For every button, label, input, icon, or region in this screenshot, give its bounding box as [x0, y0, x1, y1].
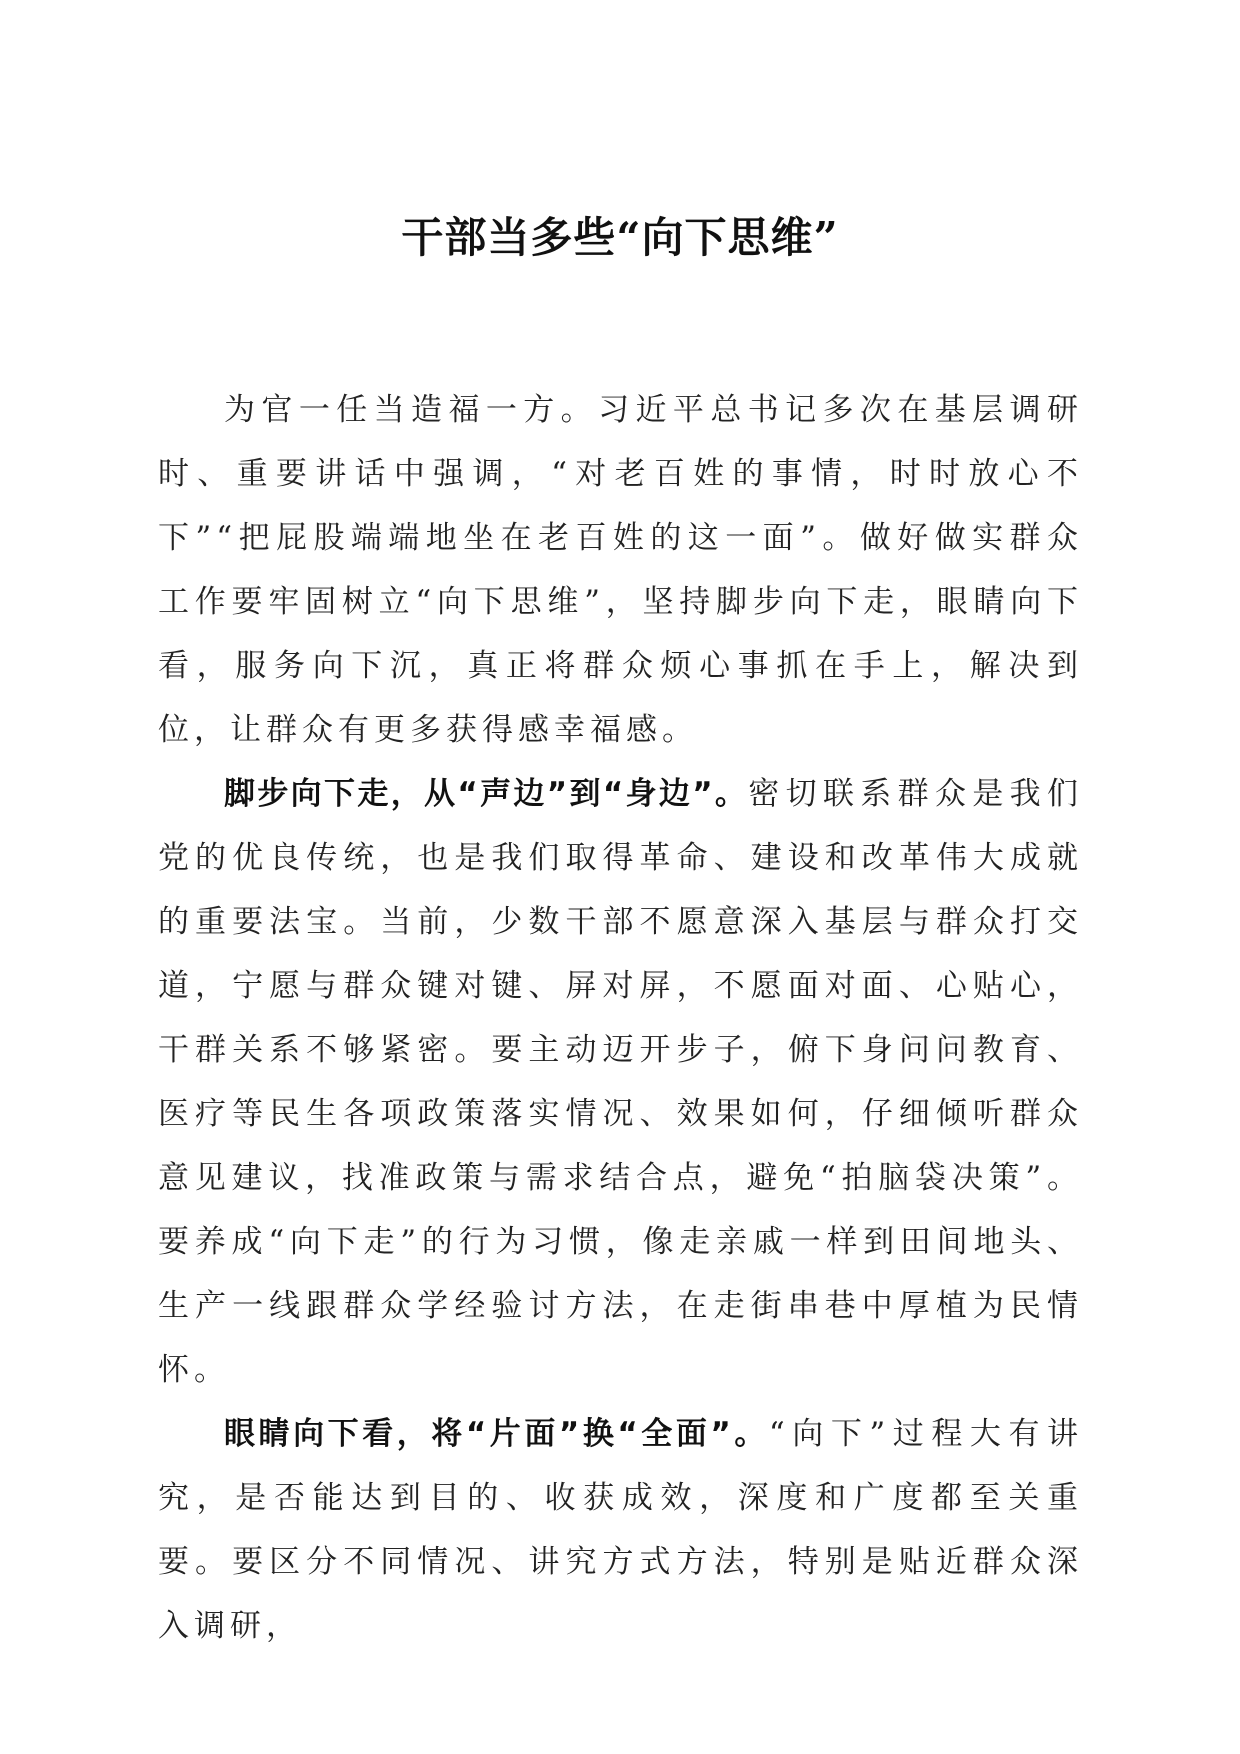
paragraph-text: 密切联系群众是我们党的优良传统，也是我们取得革命、建设和改革伟大成就的重要法宝。当前，少数干部不愿意深入基层与群众打交道，宁愿与群众键对键、屏对屏，不愿面对面、心贴心，干群关系不够紧密。要主动迈开步子，俯下身问问教育、医疗等民生各项政策落实情况、效果如何，仔细倾听群众意见建议，找准政策与需求结合点，避免“拍脑袋决策”。要养成“向下走”的行为习惯，像走亲戚一样到田间地头、生产一线跟群众学经验讨方法，在走街串巷中厚植为民情怀。 [158, 776, 1084, 1388]
paragraph-look-down [158, 1402, 1083, 1658]
document-body [158, 378, 1083, 1658]
paragraph-lead: 眼睛向下看，将“片面”换“全面”。 [224, 1416, 769, 1452]
paragraph-text: “向下”过程大有讲究，是否能达到目的、收获成效，深度和广度都至关重要。要区分不同情况、讲究方式方法，特别是贴近群众深入调研， [158, 1416, 1084, 1644]
paragraph-walk-down [158, 762, 1083, 1402]
paragraph-lead: 脚步向下走，从“声边”到“身边”。 [224, 776, 749, 812]
document-title: 干部当多些“向下思维” [401, 213, 839, 262]
paragraph-intro [158, 378, 1083, 762]
paragraph-text: 为官一任当造福一方。习近平总书记多次在基层调研时、重要讲话中强调，“对老百姓的事情，时时放心不下”“把屁股端端地坐在老百姓的这一面”。做好做实群众工作要牢固树立“向下思维”，坚持脚步向下走，眼睛向下看，服务向下沉，真正将群众烦心事抓在手上，解决到位，让群众有更多获得感幸福感。 [158, 392, 1083, 748]
